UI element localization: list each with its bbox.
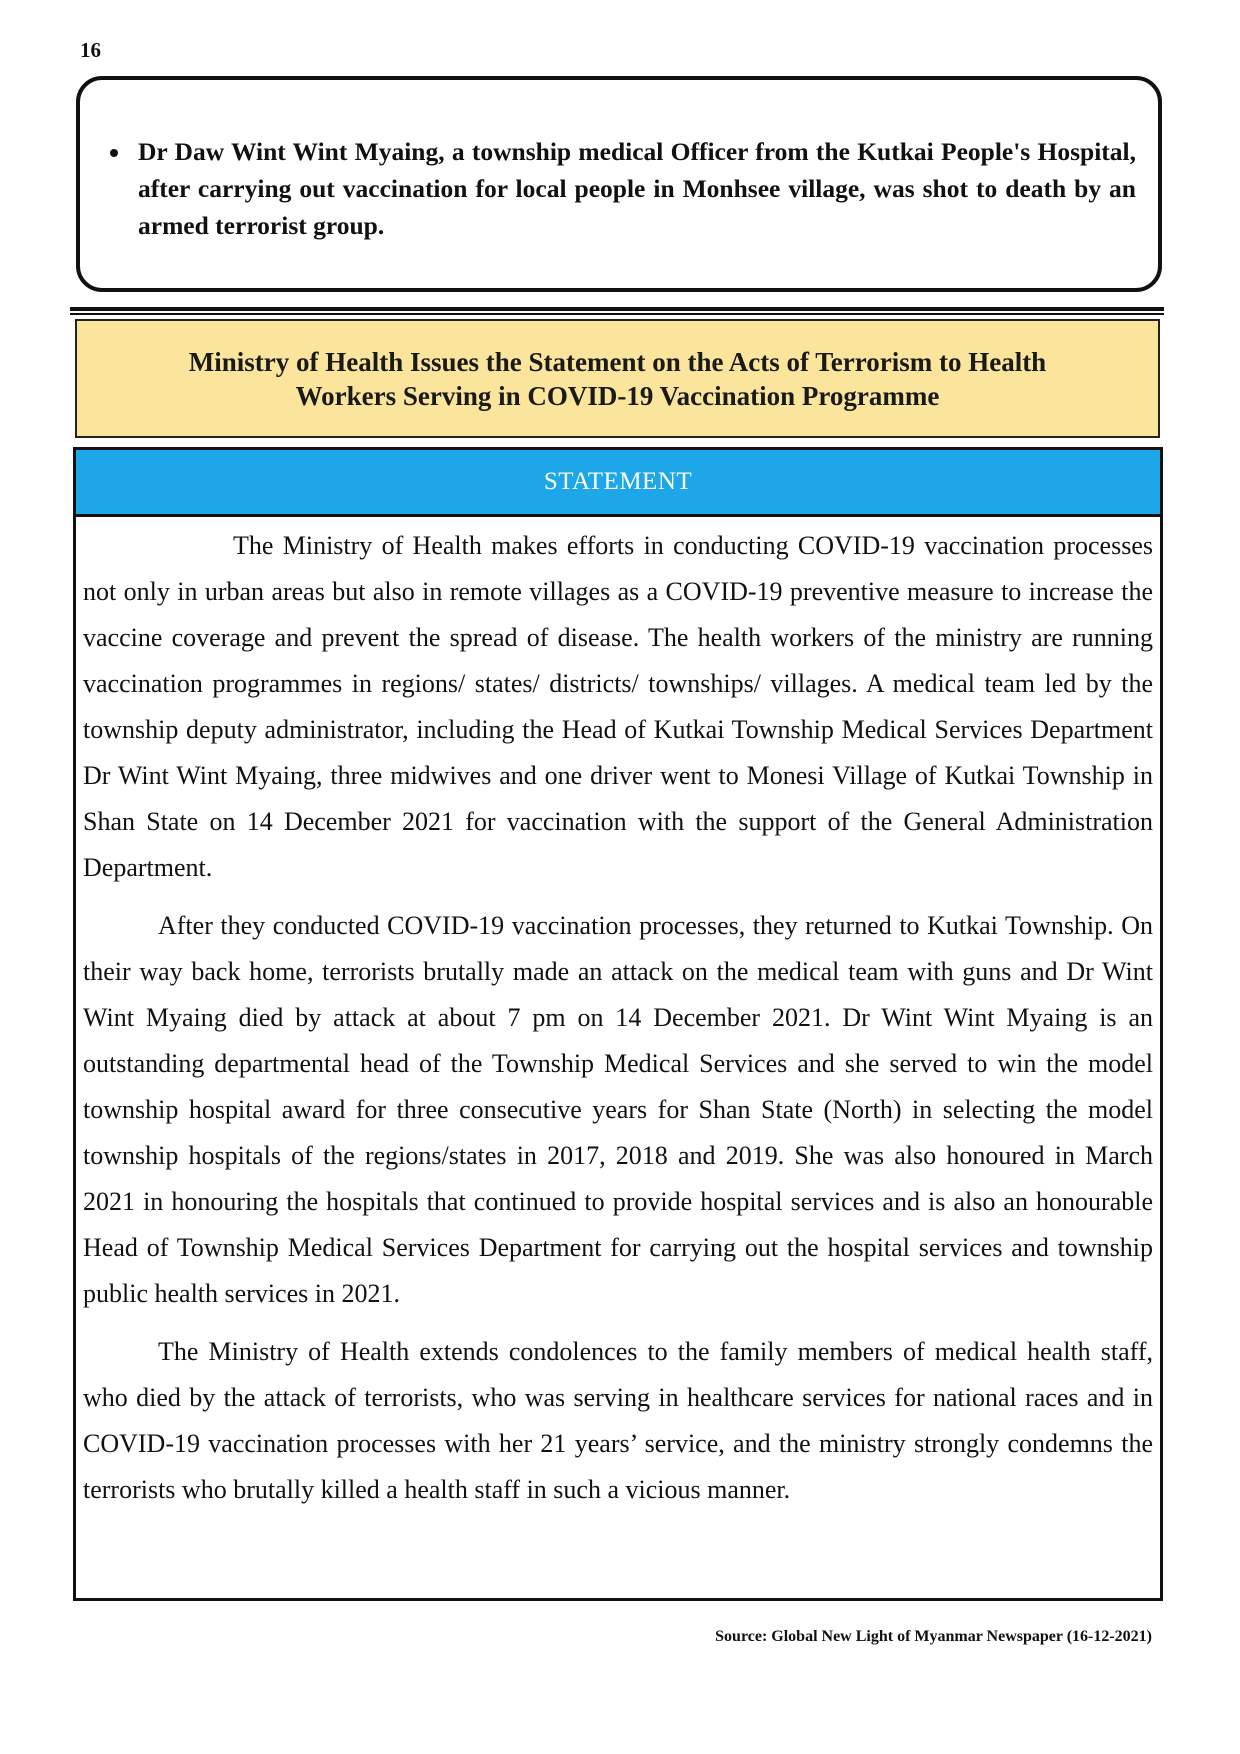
section-divider-thick bbox=[70, 307, 1164, 311]
bullet-list bbox=[80, 80, 1158, 244]
statement-paragraph-3: The Ministry of Health extends condolences to the family members of medical health staff, who died by the attack of terrorists, who was serving in healthcare services for national races and in COVID-19 vaccination processes with her 21 years’ service, and the ministry strongly condemns the terrorists who brutally killed a health staff in such a vicious manner. bbox=[83, 1337, 1153, 1504]
bullet-item: • Dr Daw Wint Wint Myaing, a township medical Officer from the Kutkai People's Hospital, after carrying out vaccination for local people in Monhsee village, was shot to death by an armed terrorist group. bbox=[132, 133, 1136, 244]
source-citation: Source: Global New Light of Myanmar Newspaper (16-12-2021) bbox=[715, 1628, 1152, 1645]
highlight-bullet-box bbox=[76, 76, 1162, 292]
section-divider-thin bbox=[70, 313, 1164, 315]
article-heading-box bbox=[75, 319, 1160, 438]
statement-title: STATEMENT bbox=[76, 450, 1160, 517]
statement-paragraph-2: After they conducted COVID-19 vaccination processes, they returned to Kutkai Township. On their way back home, terrorists brutally made an attack on the medical team with guns and Dr Wint Wint Myaing died by attack at about 7 pm on 14 December 2021. Dr Wint Wint Myaing is an outstanding departmental head of the Township Medical Services and she served to win the model township hospital award for three consecutive years for Shan State (North) in selecting the model township hospitals of the regions/states in 2017, 2018 and 2019. She was also honoured in March 2021 in honouring the hospitals that continued to provide hospital services and is also an honourable Head of Township Medical Services Department for carrying out the hospital services and township public health services in 2021. bbox=[83, 911, 1153, 1308]
statement-paragraph-1: The Ministry of Health makes efforts in conducting COVID-19 vaccination processes not only in urban areas but also in remote villages as a COVID-19 preventive measure to increase the vaccine coverage and prevent the spread of disease. The health workers of the ministry are running vaccination programmes in regions/ states/ districts/ townships/ villages. A medical team led by the township deputy administrator, including the Head of Kutkai Township Medical Services Department Dr Wint Wint Myaing, three midwives and one driver went to Monesi Village of Kutkai Township in Shan State on 14 December 2021 for vaccination with the support of the General Administration Department. bbox=[83, 531, 1153, 882]
article-heading-line-1: Ministry of Health Issues the Statement on the Acts of Terrorism to Health bbox=[188, 346, 1047, 377]
article-heading-line-2: Workers Serving in COVID-19 Vaccination Programme bbox=[295, 380, 940, 411]
statement-box bbox=[73, 447, 1163, 1601]
statement-body bbox=[76, 517, 1160, 1513]
page-number: 16 bbox=[80, 38, 101, 62]
article-heading bbox=[189, 345, 1046, 413]
